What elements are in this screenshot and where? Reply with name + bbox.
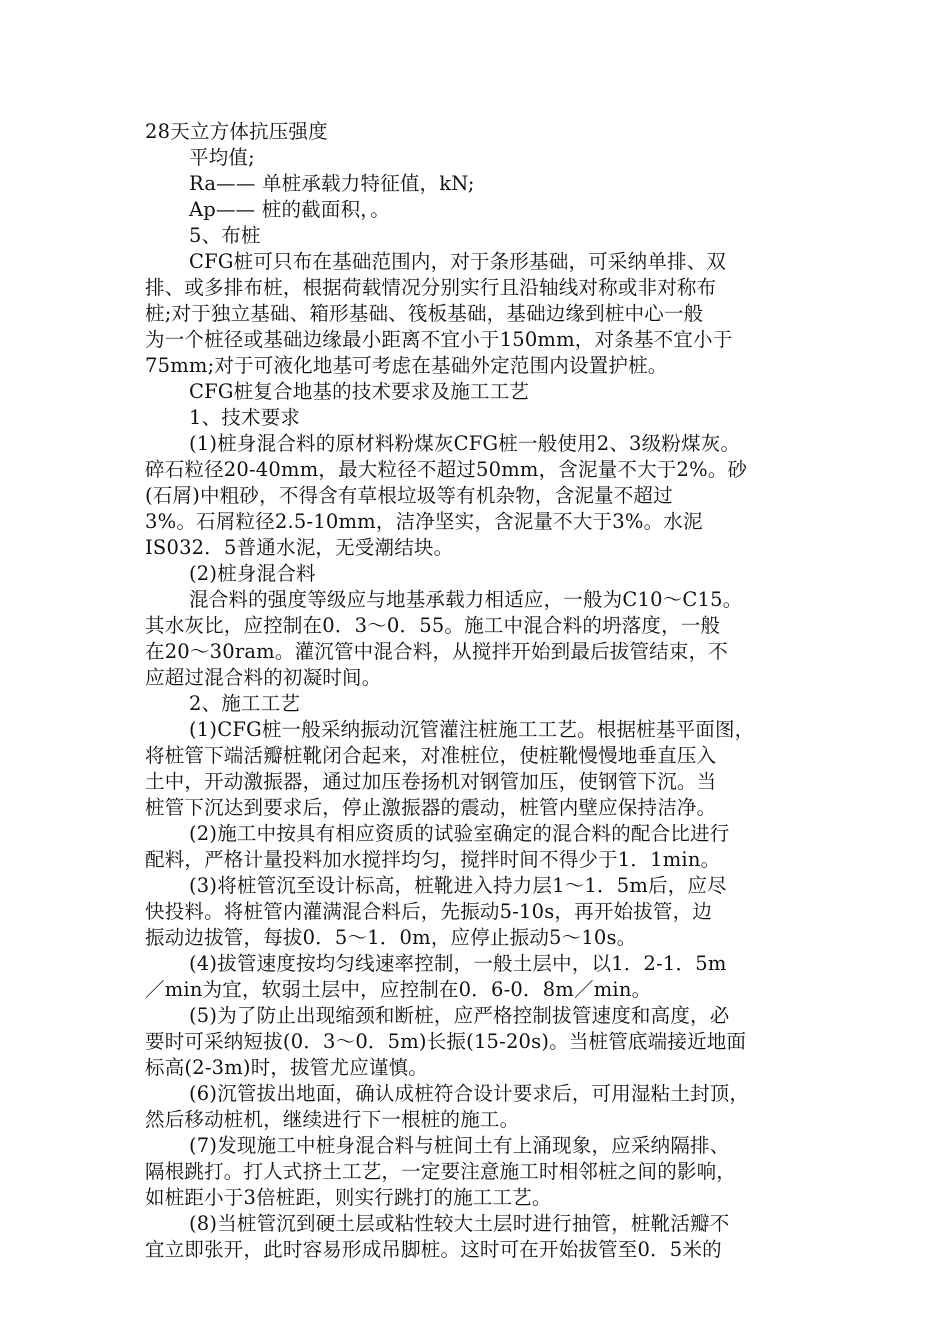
text-line: 然后移动桩机，继续进行下一根桩的施工。: [145, 1108, 520, 1131]
text-line: (5)为了防止出现缩颈和断桩，应严格控制拔管速度和高度，必: [189, 1004, 730, 1027]
text-line: 土中，开动激振器，通过加压卷扬机对钢管加压，使钢管下沉。当: [145, 770, 717, 793]
text-line: 碎石粒径20-40mm，最大粒径不超过50mm，含泥量不大于2%。砂: [145, 458, 748, 481]
text-line: 28天立方体抗压强度: [145, 120, 328, 143]
text-line: (3)将桩管沉至设计标高，桩靴进入持力层1～1．5m后，应尽: [189, 874, 727, 897]
text-line: 配料，严格计量投料加水搅拌均匀，搅拌时间不得少于1．1min。: [145, 848, 721, 871]
text-line: 将桩管下端活瓣桩靴闭合起来，对准桩位，使桩靴慢慢地垂直压入: [145, 744, 717, 767]
text-line: (4)拔管速度按均匀线速率控制，一般土层中，以1．2-1．5m: [189, 952, 727, 975]
text-line: 为一个桩径或基础边缘最小距离不宜小于150mm，对条基不宜小于: [145, 328, 733, 351]
text-line: 桩;对于独立基础、箱形基础、筏板基础，基础边缘到桩中心一般: [145, 302, 704, 325]
text-line: (1)CFG桩一般采纳振动沉管灌注桩施工工艺。根据桩基平面图，: [189, 718, 755, 741]
text-line: (6)沉管拔出地面，确认成桩符合设计要求后，可用湿粘土封顶，: [189, 1082, 750, 1105]
section-heading: 5、布桩: [189, 224, 261, 247]
text-line: 宜立即张开，此时容易形成吊脚桩。这时可在开始拔管至0．5米的: [145, 1238, 722, 1261]
text-line: 桩管下沉达到要求后，停止激振器的震动，桩管内壁应保持洁净。: [145, 796, 717, 819]
text-line: ／min为宜，软弱土层中，应控制在0．6-0．8m／min。: [145, 978, 652, 1001]
text-line: 其水灰比，应控制在0．3～0．55。施工中混合料的坍落度，一般: [145, 614, 721, 637]
text-line: IS032．5普通水泥，无受潮结块。: [145, 536, 454, 559]
text-line: Ra—— 单桩承载力特征值，kN;: [189, 172, 475, 195]
text-line: CFG桩可只布在基础范围内，对于条形基础，可采纳单排、双: [189, 250, 727, 273]
text-line: (2)施工中按具有相应资质的试验室确定的混合料的配合比进行: [189, 822, 730, 845]
text-line: 75mm;对于可液化地基可考虑在基础外定范围内设置护桩。: [145, 354, 668, 377]
text-line: 3%。石屑粒径2.5-10mm，洁净坚实，含泥量不大于3%。水泥: [145, 510, 703, 533]
text-line: 在20～30ram。灌沉管中混合料，从搅拌开始到最后拔管结束，不: [145, 640, 728, 663]
text-line: (1)桩身混合料的原材料粉煤灰CFG桩一般使用2、3级粉煤灰。: [189, 432, 741, 455]
text-line: 快投料。将桩管内灌满混合料后，先振动5-10s，再开始拔管，边: [145, 900, 713, 923]
text-line: 振动边拔管，每拔0．5～1．0m，应停止振动5～10s。: [145, 926, 637, 949]
section-heading: 2、施工工艺: [189, 692, 301, 715]
text-line: (石屑)中粗砂，不得含有草根垃圾等有机杂物，含泥量不超过: [145, 484, 673, 507]
text-line: 平均值;: [189, 146, 255, 169]
text-line: 如桩距小于3倍桩距，则实行跳打的施工工艺。: [145, 1186, 552, 1209]
text-line: (8)当桩管沉到硬土层或粘性较大土层时进行抽管，桩靴活瓣不: [189, 1212, 730, 1235]
section-heading: (2)桩身混合料: [189, 562, 316, 585]
text-line: 要时可采纳短拔(0．3～0．5m)长振(15-20s)。当桩管底端接近地面: [145, 1030, 747, 1053]
text-line: 应超过混合料的初凝时间。: [145, 666, 382, 689]
section-heading: CFG桩复合地基的技术要求及施工工艺: [189, 380, 530, 403]
document-page: [145, 119, 809, 1263]
text-line: 隔根跳打。打人式挤土工艺，一定要注意施工时相邻桩之间的影响，: [145, 1160, 737, 1183]
text-line: 排、或多排布桩，根据荷载情况分别实行且沿轴线对称或非对称布: [145, 276, 717, 299]
text-line: Ap—— 桩的截面积，。: [189, 198, 390, 221]
section-heading: 1、技术要求: [189, 406, 301, 429]
text-line: (7)发现施工中桩身混合料与桩间土有上涌现象，应采纳隔排、: [189, 1134, 730, 1157]
text-line: 标高(2-3m)时，拔管尤应谨慎。: [145, 1056, 429, 1079]
text-line: 混合料的强度等级应与地基承载力相适应，一般为C10～C15。: [189, 588, 743, 611]
